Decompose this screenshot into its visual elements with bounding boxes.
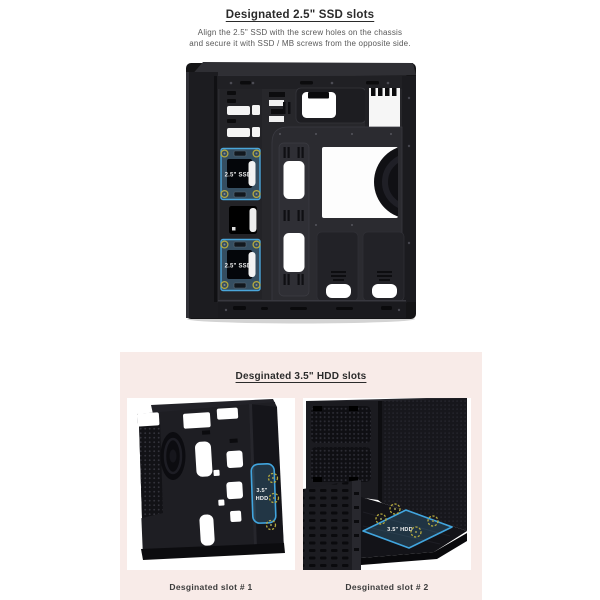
ssd-slot-2-highlight xyxy=(221,240,260,291)
ssd-section-subtitle xyxy=(0,27,600,49)
ssd-slot-1-highlight xyxy=(221,149,260,200)
ssd-slot-1-label: 2.5" SSD xyxy=(224,172,252,179)
bottom-frame-bar xyxy=(218,300,406,318)
hdd-slot1-label-line1: 3.5" xyxy=(256,488,268,494)
hdd-slot2-label: 3.5" HDD xyxy=(387,527,413,533)
ssd-subtitle-line1: Align the 2.5" SSD with the screw holes on the chassis xyxy=(197,28,403,37)
case-front-band xyxy=(186,72,218,318)
hdd-slot1-photo xyxy=(127,398,295,570)
hdd-slot2-photo xyxy=(303,398,471,570)
hdd-slot1-label-line2: HDD xyxy=(255,496,269,502)
hdd-section-title: Desginated 3.5" HDD slots xyxy=(235,371,367,382)
case-top-face xyxy=(190,62,416,77)
ssd-section-title: Designated 2.5" SSD slots xyxy=(225,9,375,21)
ssd-subtitle-line2: and secure it with SSD / MB screws from the opposite side. xyxy=(189,39,411,48)
case-side-open-photo xyxy=(182,58,420,326)
hdd-slot2-caption: Desginated slot # 2 xyxy=(345,582,429,592)
ssd-slot-2-label: 2.5" SSD xyxy=(224,263,252,270)
hdd-slot1-caption: Desginated slot # 1 xyxy=(169,582,253,592)
